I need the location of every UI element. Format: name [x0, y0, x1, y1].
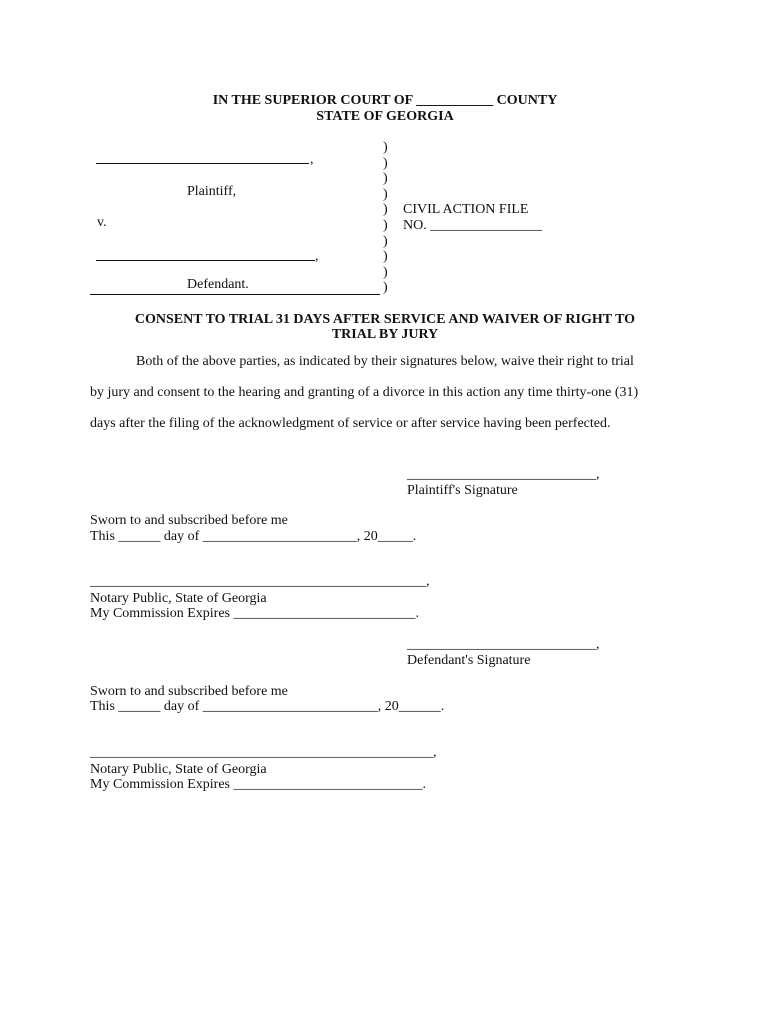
- plaintiff-notary-signature-line: ________________________________________________,: [90, 574, 430, 589]
- document-title-line2: TRIAL BY JURY: [331, 327, 439, 342]
- body-line-1: Both of the above parties, as indicated by their signatures below, waive their right to trial: [136, 354, 634, 369]
- defendant-signature-line: ___________________________,: [407, 637, 600, 652]
- court-heading: IN THE SUPERIOR COURT OF ___________ COUNTY: [212, 93, 558, 108]
- defendant-name-line: [96, 260, 315, 261]
- state-heading: STATE OF GEORGIA: [316, 109, 454, 124]
- plaintiff-date-line: This ______ day of ______________________, 20_____.: [90, 529, 417, 544]
- defendant-notary-label: Notary Public, State of Georgia: [90, 762, 267, 777]
- defendant-commission-expires: My Commission Expires ___________________________.: [90, 777, 427, 792]
- defendant-date-line: This ______ day of _________________________, 20______.: [90, 699, 445, 714]
- plaintiff-name-line: [96, 163, 309, 164]
- caption-bottom-rule: [90, 294, 380, 295]
- defendant-sworn-text: Sworn to and subscribed before me: [90, 684, 288, 699]
- plaintiff-commission-expires: My Commission Expires __________________________.: [90, 606, 420, 621]
- plaintiff-label: Plaintiff,: [187, 184, 237, 199]
- defendant-label: Defendant.: [187, 277, 249, 292]
- caption-parentheses: ) ) ) ) ) ) ) ) ) ): [383, 140, 388, 296]
- plaintiff-comma: ,: [310, 152, 314, 167]
- plaintiff-sworn-text: Sworn to and subscribed before me: [90, 513, 288, 528]
- defendant-signature-label: Defendant's Signature: [407, 653, 531, 668]
- body-line-2: by jury and consent to the hearing and granting of a divorce in this action any time thirty-one (31): [90, 385, 639, 400]
- body-line-3: days after the filing of the acknowledgment of service or after service having been perfected.: [90, 416, 611, 431]
- plaintiff-notary-label: Notary Public, State of Georgia: [90, 591, 267, 606]
- plaintiff-signature-label: Plaintiff's Signature: [407, 483, 518, 498]
- defendant-comma: ,: [315, 249, 319, 264]
- versus-label: v.: [97, 215, 107, 230]
- file-number-field: NO. ________________: [403, 218, 543, 233]
- civil-action-label: CIVIL ACTION FILE: [403, 202, 529, 217]
- defendant-notary-signature-line: _________________________________________________,: [90, 745, 437, 760]
- plaintiff-signature-line: ___________________________,: [407, 467, 600, 482]
- document-title-line1: CONSENT TO TRIAL 31 DAYS AFTER SERVICE AND WAIVER OF RIGHT TO: [134, 312, 636, 327]
